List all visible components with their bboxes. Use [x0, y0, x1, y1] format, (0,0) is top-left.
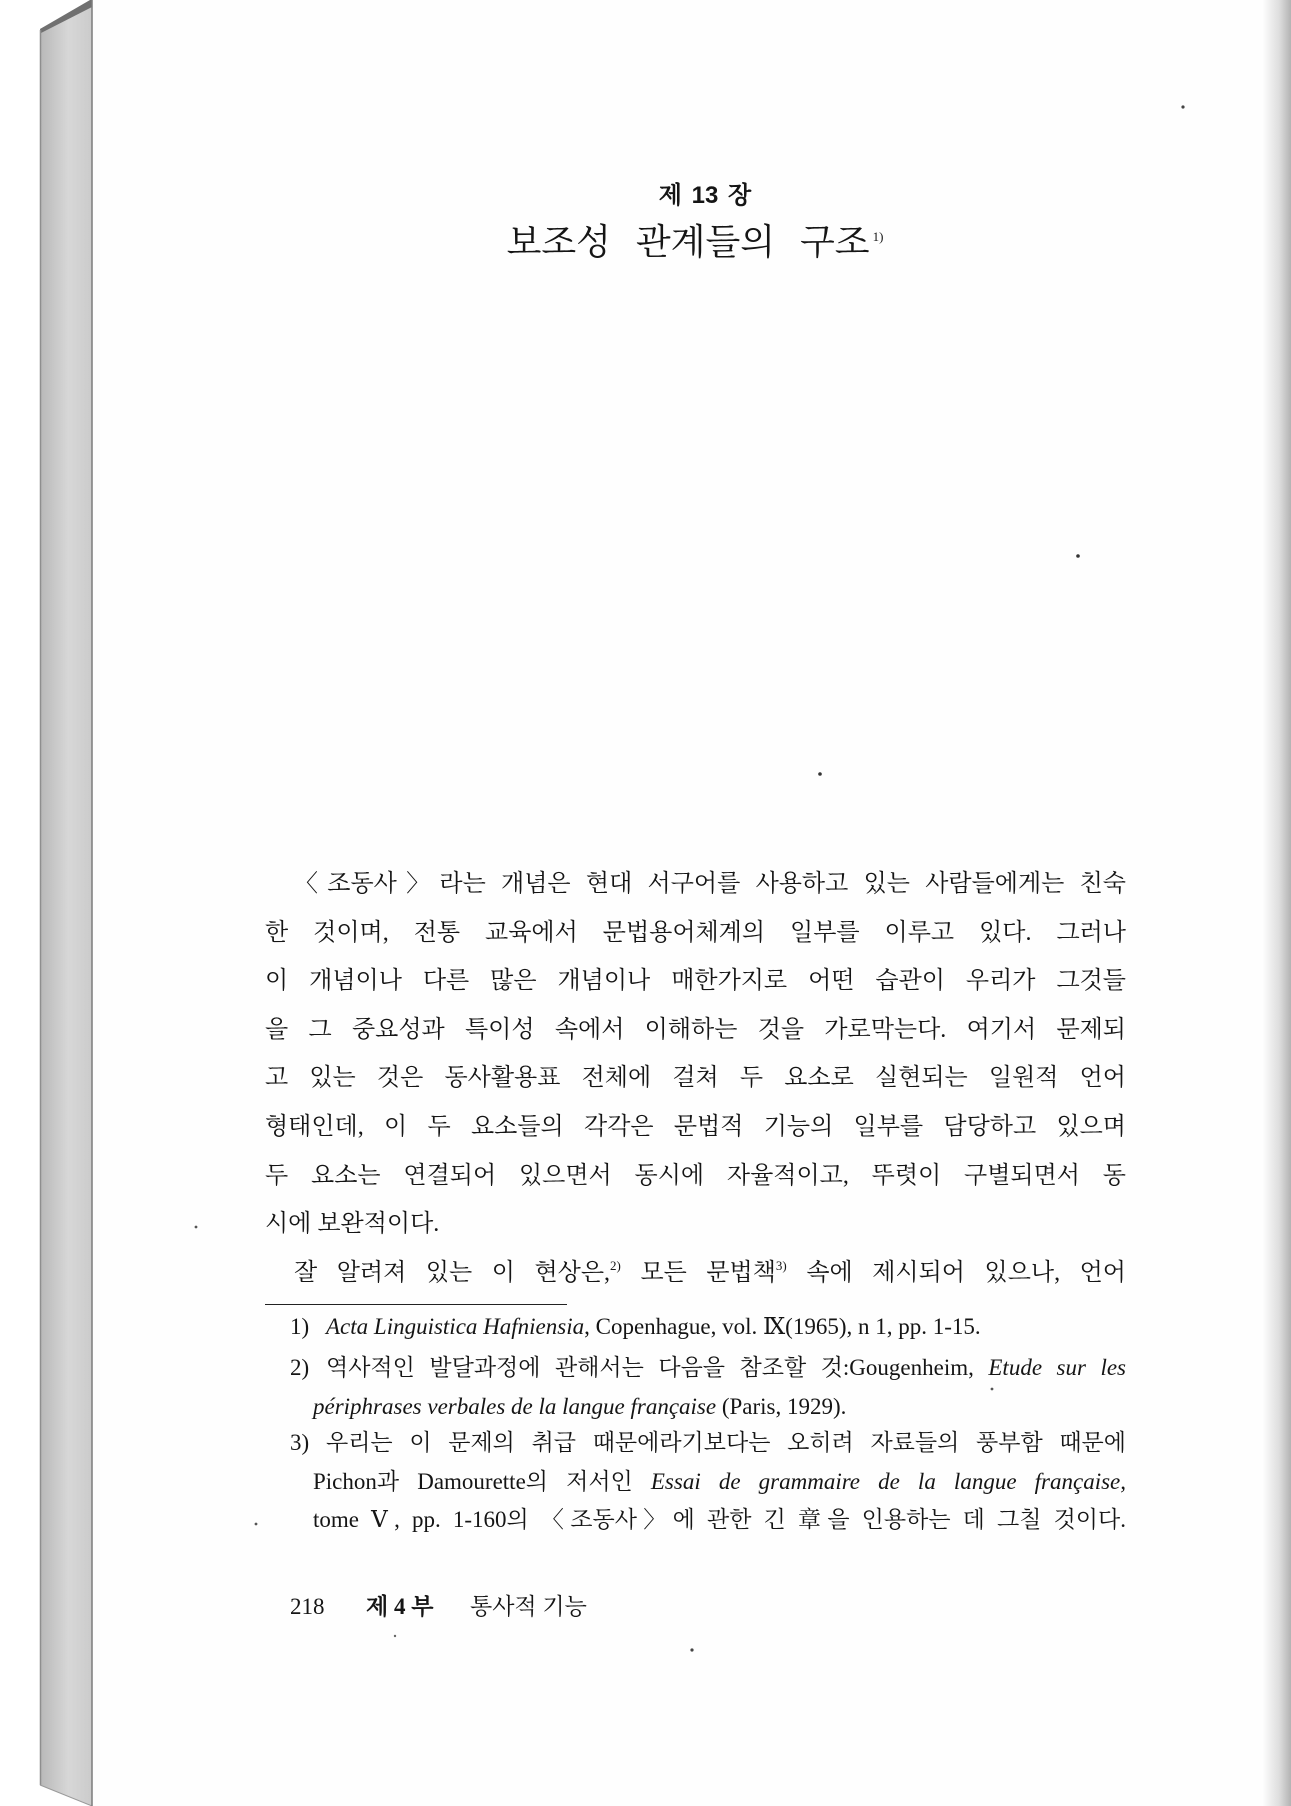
body-line: 고 있는 것은 동사활용표 전체에 걸쳐 두 요소로 실현되는 일원적 언어	[265, 1065, 1126, 1092]
chapter-title-text: 보조성 관계들의 구조	[506, 222, 870, 262]
footnote-italic-title: Acta Linguistica Hafniensia	[326, 1314, 585, 1339]
footnote-text: , Copenhague, vol. Ⅸ(1965), n 1, pp. 1-15.	[584, 1314, 981, 1339]
footnote-text: 역사적인 발달과정에 관해서는 다음을 참조할 것:Gougenheim,	[326, 1355, 989, 1380]
chapter-label: 제 13 장	[658, 182, 752, 209]
body-line: 형태인데, 이 두 요소들의 각각은 문법적 기능의 일부를 담당하고 있으며	[265, 1113, 1126, 1140]
footnote-marker: 3)	[290, 1430, 310, 1455]
footnote-marker: 2)	[290, 1355, 310, 1380]
page-edge-shadow	[1262, 0, 1291, 1806]
footnote-line	[290, 1349, 1126, 1388]
paragraph-1	[265, 860, 1126, 1249]
body-line: 을 그 중요성과 특이성 속에서 이해하는 것을 가로막는다. 여기서 문제되	[265, 1016, 1126, 1043]
body-line	[265, 1249, 1126, 1298]
footnote-line	[290, 1308, 1126, 1347]
book-spine	[40, 2, 92, 1806]
footnote-ref-3: 3)	[775, 1257, 787, 1273]
footnote-2	[290, 1349, 1126, 1426]
footnote-line	[290, 1501, 1126, 1540]
section-title: 통사적 기능	[470, 1594, 587, 1619]
scan-speck	[195, 1226, 198, 1229]
body-line: 시에 보완적이다.	[265, 1211, 440, 1238]
body-line: 이 개념이나 다른 많은 개념이나 매한가지로 어떤 습관이 우리가 그것들	[265, 968, 1126, 995]
body-line: 한 것이며, 전통 교육에서 문법용어체계의 일부를 이루고 있다. 그러나	[265, 919, 1126, 946]
body-line: 두 요소는 연결되어 있으면서 동시에 자율적이고, 뚜렷이 구별되면서 동	[265, 1162, 1126, 1189]
footnote-italic-title: Essai de grammaire de la langue française,	[650, 1468, 1126, 1494]
body-text-segment: 속에 제시되어 있으나, 언어	[786, 1259, 1126, 1286]
scan-speck	[1076, 554, 1080, 558]
footnote-text: Pichon과 Damourette의 저서인	[313, 1468, 651, 1494]
scan-speck	[255, 1523, 258, 1526]
footnote-italic-title: Etude sur les	[988, 1355, 1126, 1380]
footnote-3	[290, 1424, 1126, 1540]
scan-speck	[690, 1648, 693, 1651]
body-text	[265, 860, 1126, 1297]
footnote-line	[290, 1424, 1126, 1463]
paragraph-2	[265, 1249, 1126, 1298]
footnote-1	[290, 1308, 1126, 1347]
part-label: 제 4 부	[366, 1594, 434, 1619]
footnote-marker: 1)	[290, 1314, 310, 1339]
scan-speck	[394, 1635, 396, 1637]
scan-speck	[818, 772, 822, 776]
page-number: 218	[290, 1594, 325, 1619]
body-line: 〈조동사〉라는 개념은 현대 서구어를 사용하고 있는 사람들에게는 친숙	[294, 871, 1126, 897]
footnote-text: tome Ⅴ, pp. 1-160의 〈조동사〉에 관한 긴 章을 인용하는 데 그칠 것이다.	[313, 1507, 1126, 1532]
footnote-line	[290, 1388, 1126, 1427]
footnote-italic-title: périphrases verbales de la langue française	[313, 1393, 717, 1419]
footnote-ref-2: 2)	[610, 1257, 621, 1273]
scan-speck	[1181, 105, 1184, 108]
chapter-title	[395, 218, 995, 266]
footnote-separator	[265, 1304, 567, 1305]
footnote-text: 우리는 이 문제의 취급 때문에라기보다는 오히려 자료들의 풍부함 때문에	[326, 1430, 1126, 1455]
footnote-text: (Paris, 1929).	[716, 1393, 847, 1419]
body-text-segment: 모든 문법책	[620, 1259, 776, 1286]
footnote-line	[290, 1463, 1126, 1502]
title-footnote-ref: 1)	[872, 229, 884, 244]
body-text-segment: 잘 알려져 있는 이 현상은,	[294, 1259, 611, 1286]
